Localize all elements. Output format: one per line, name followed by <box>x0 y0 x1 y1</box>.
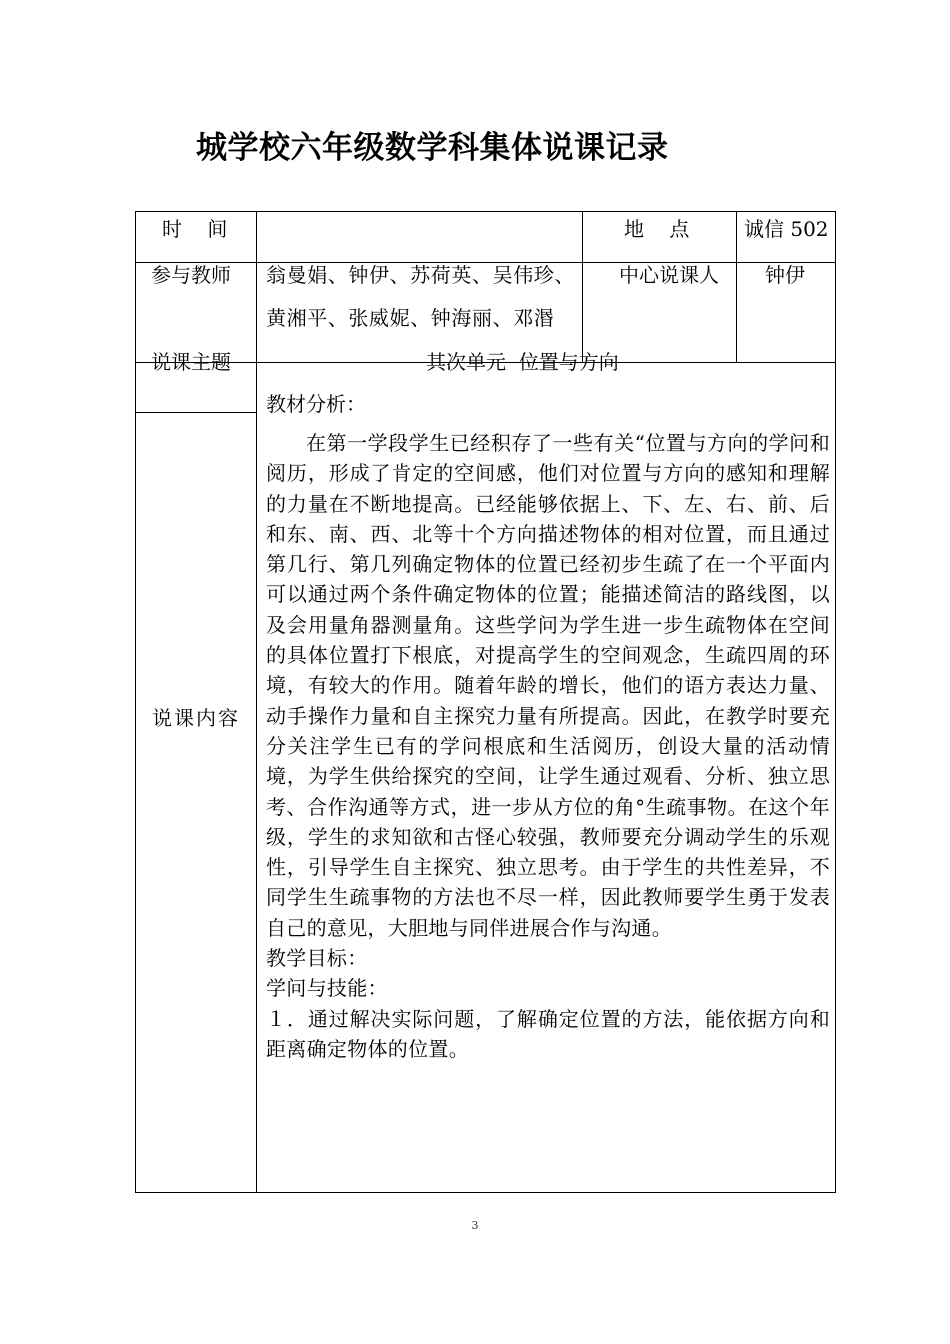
content-label: 说课内容 <box>152 706 240 730</box>
place-label: 地 点 <box>624 217 690 241</box>
topic-label: 说课主题 <box>151 350 231 374</box>
content-body <box>266 428 830 1064</box>
teachers-line-2: 黄湘平、张威妮、钟海丽、邓湣 <box>266 306 555 330</box>
teachers-label: 参与教师 <box>151 263 231 287</box>
table-row-line-3 <box>135 412 257 413</box>
center-speaker-value: 钟伊 <box>765 263 805 287</box>
table-divider-middle <box>582 211 583 362</box>
time-label: 时 间 <box>162 217 228 241</box>
table-border-left <box>135 211 136 1193</box>
table-divider-right <box>736 211 737 362</box>
center-speaker-label: 中心说课人 <box>619 263 719 287</box>
document-title: 城学校六年级数学科集体说课记录 <box>196 130 669 166</box>
table-border-right <box>835 211 836 1193</box>
skills-heading: 学问与技能： <box>266 976 388 1001</box>
table-border-bottom <box>135 1192 836 1193</box>
topic-value: 其次单元 位置与方向 <box>426 350 619 374</box>
goals-heading: 教学目标： <box>266 946 368 971</box>
teachers-line-1: 翁曼娟、钟伊、苏荷英、吴伟珍、 <box>266 263 575 287</box>
table-border-top <box>135 211 836 212</box>
table-divider-label-column <box>256 211 257 1193</box>
goal-item-1: １．通过解决实际问题，了解确定位置的方法，能依据方向和距离确定物体的位置。 <box>266 1006 830 1061</box>
place-value: 诚信 502 <box>744 217 829 241</box>
page-number: 3 <box>471 1219 479 1232</box>
analysis-paragraph: 在第一学段学生已经积存了一些有关“位置与方向的学问和阅历，形成了肯定的空间感，他们对位置与方向的感知和理解的力量在不断地提高。已经能够依据上、下、左、右、前、后和东、南、西、北等十个方向描述物体的相对位置，而且通过第几行、第几列确定物体的位置已经初步生疏了在一个平面内可以通过两个条件确定物体的位置；能描述简洁的路线图，以及会用量角器测量角。这些学问为学生进一步生疏物体在空间的具体位置打下根底，对提高学生的空间观念，生疏四周的环境，有较大的作用。随着年龄的增长，他们的语方表达力量、动手操作力量和自主探究力量有所提高。因此，在教学时要充分关注学生已有的学问根底和生活阅历，创设大量的活动情境，为学生供给探究的空间，让学生通过观看、分析、独立思考、合作沟通等方式，进一步从方位的角°生疏事物。在这个年级，学生的求知欲和古怪心较强，教师要充分调动学生的乐观性，引导学生自主探究、独立思考。由于学生的共性差异，不同学生生疏事物的方法也不尽一样，因此教师要学生勇于发表自己的意见，大胆地与同伴进展合作与沟通。 <box>266 431 830 940</box>
analysis-heading: 教材分析： <box>266 392 366 416</box>
